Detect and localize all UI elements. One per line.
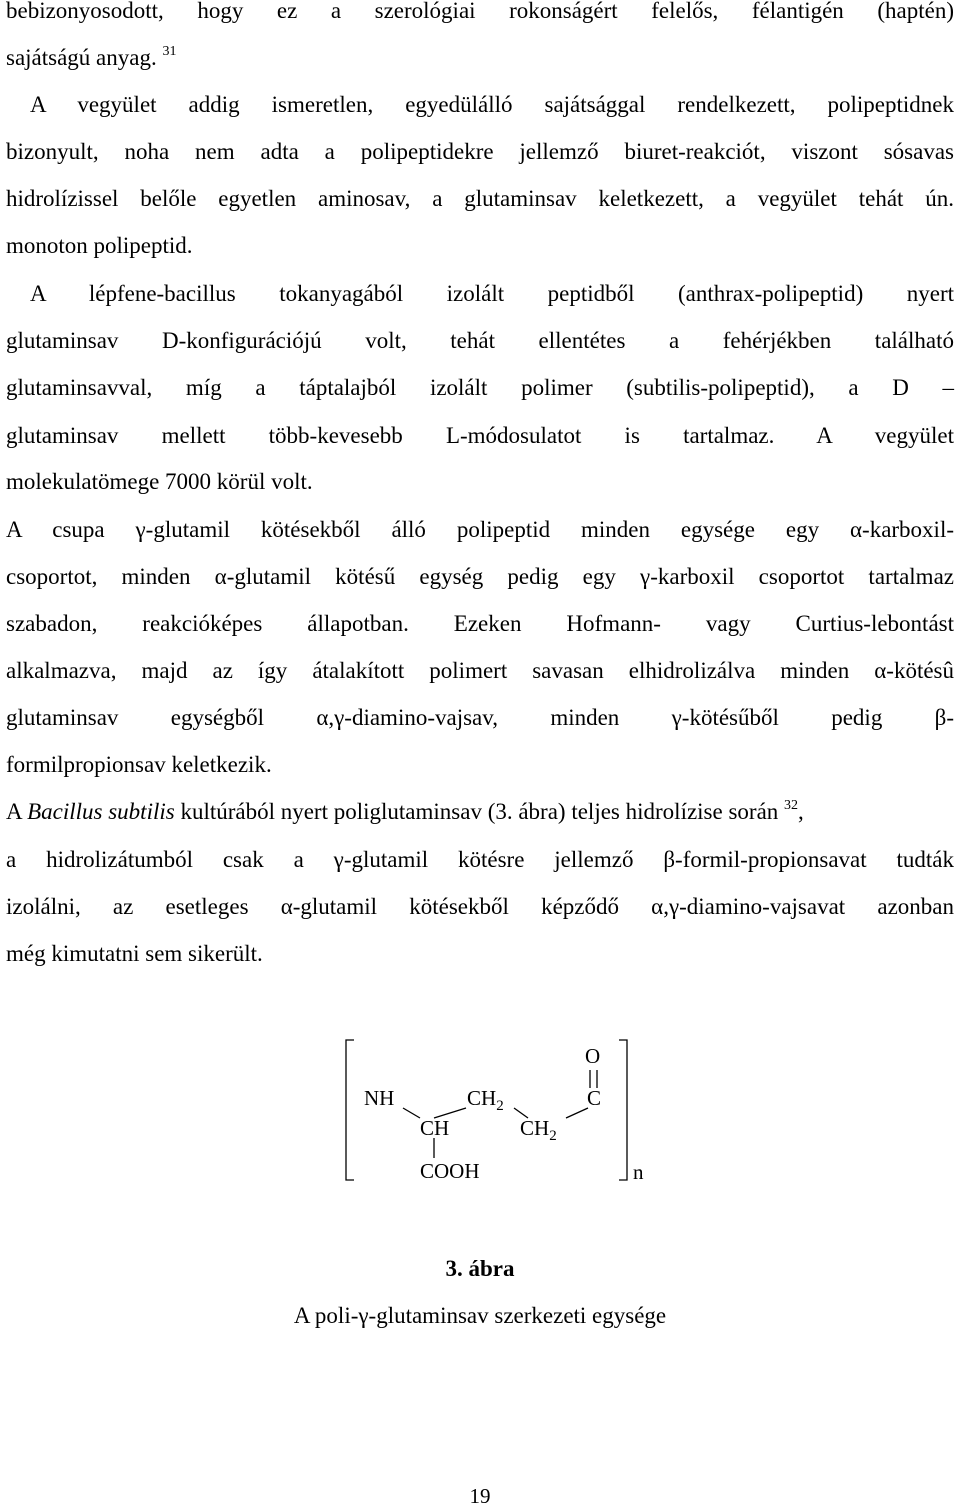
figure-number: 3. ábra	[445, 1256, 515, 1281]
footnote-ref: 31	[162, 44, 177, 59]
carbonyl-oxygen: O	[585, 1044, 601, 1068]
nh-group: NH	[364, 1086, 395, 1110]
body-line: A lépfene-bacillus tokanyagából izolált peptidből (anthrax-polipeptid) nyert	[30, 281, 954, 306]
ch2-group	[467, 1086, 504, 1118]
body-line: bizonyult, noha nem adta a polipeptidekre jellemző biuret-reakciót, viszont sósavas	[6, 139, 954, 164]
structural-formula	[340, 1030, 670, 1220]
body-line: hidrolízissel belőle egyetlen aminosav, a glutaminsav keletkezett, a vegyület tehát ún.	[6, 186, 954, 211]
body-line	[6, 42, 954, 74]
subscript-2: 2	[549, 1128, 557, 1145]
body-line: még kimutatni sem sikerült.	[6, 941, 263, 966]
ch2-label: CH	[467, 1086, 497, 1110]
species-name: Bacillus subtilis	[27, 799, 175, 824]
ch2-label: CH	[520, 1116, 550, 1140]
body-line-text: kultúrából nyert poliglutaminsav (3. ábra) teljes hidrolízise során	[180, 799, 779, 824]
body-line-text: A	[6, 799, 22, 824]
body-line: bebizonyosodott, hogy ez a szerológiai rokonságért felelős, félantigén (haptén)	[6, 0, 954, 23]
body-line: monoton polipeptid.	[6, 233, 193, 258]
subscript-2: 2	[496, 1098, 504, 1115]
ch-group: CH	[420, 1116, 450, 1140]
page-number: 19	[469, 1484, 491, 1508]
body-line: A csupa γ-glutamil kötésekből álló polipeptid minden egysége egy α-karboxil-	[6, 517, 954, 542]
body-line: szabadon, reakcióképes állapotban. Ezeken Hofmann- vagy Curtius-lebontást	[6, 611, 954, 636]
body-line-text: sajátságú anyag.	[6, 45, 157, 70]
body-line: glutaminsav mellett több-kevesebb L-módosulatot is tartalmaz. A vegyület	[6, 423, 954, 448]
body-line: glutaminsav D-konfigurációjú volt, tehát ellentétes a fehérjékben található	[6, 328, 954, 353]
figure-caption: A poli-γ-glutaminsav szerkezeti egysége	[293, 1303, 667, 1328]
body-line: molekulatömege 7000 körül volt.	[6, 469, 313, 494]
footnote-ref: 32	[784, 798, 799, 813]
body-line: alkalmazva, majd az így átalakított polimert savasan elhidrolizálva minden α-kötésû	[6, 658, 954, 683]
body-line: a hidrolizátumból csak a γ-glutamil kötésre jellemző β-formil-propionsavat tudták	[6, 847, 954, 872]
bond-nh-ch	[403, 1108, 420, 1118]
body-line: glutaminsav egységből α,γ-diamino-vajsav, minden γ-kötésűből pedig β-	[6, 705, 954, 730]
body-line: glutaminsavval, míg a táptalajból izolált polimer (subtilis-polipeptid), a D –	[6, 375, 954, 400]
repeat-index: n	[633, 1160, 644, 1184]
body-line: A vegyület addig ismeretlen, egyedülálló sajátsággal rendelkezett, polipeptidnek	[30, 92, 954, 117]
ch2-group	[520, 1116, 557, 1148]
body-line-text: ,	[798, 799, 804, 824]
body-line	[6, 796, 954, 828]
body-line: izolálni, az esetleges α-glutamil kötésekből képződő α,γ-diamino-vajsavat azonban	[6, 894, 954, 919]
cooh-group: COOH	[420, 1159, 480, 1183]
right-bracket	[619, 1040, 627, 1180]
left-bracket	[346, 1040, 354, 1180]
body-line: formilpropionsav keletkezik.	[6, 752, 272, 777]
body-line: csoportot, minden α-glutamil kötésű egység pedig egy γ-karboxil csoportot tartalmaz	[6, 564, 954, 589]
formula-bonds	[340, 1030, 670, 1220]
carbonyl-carbon: C	[587, 1086, 602, 1110]
bond-ch2-c	[566, 1108, 588, 1118]
